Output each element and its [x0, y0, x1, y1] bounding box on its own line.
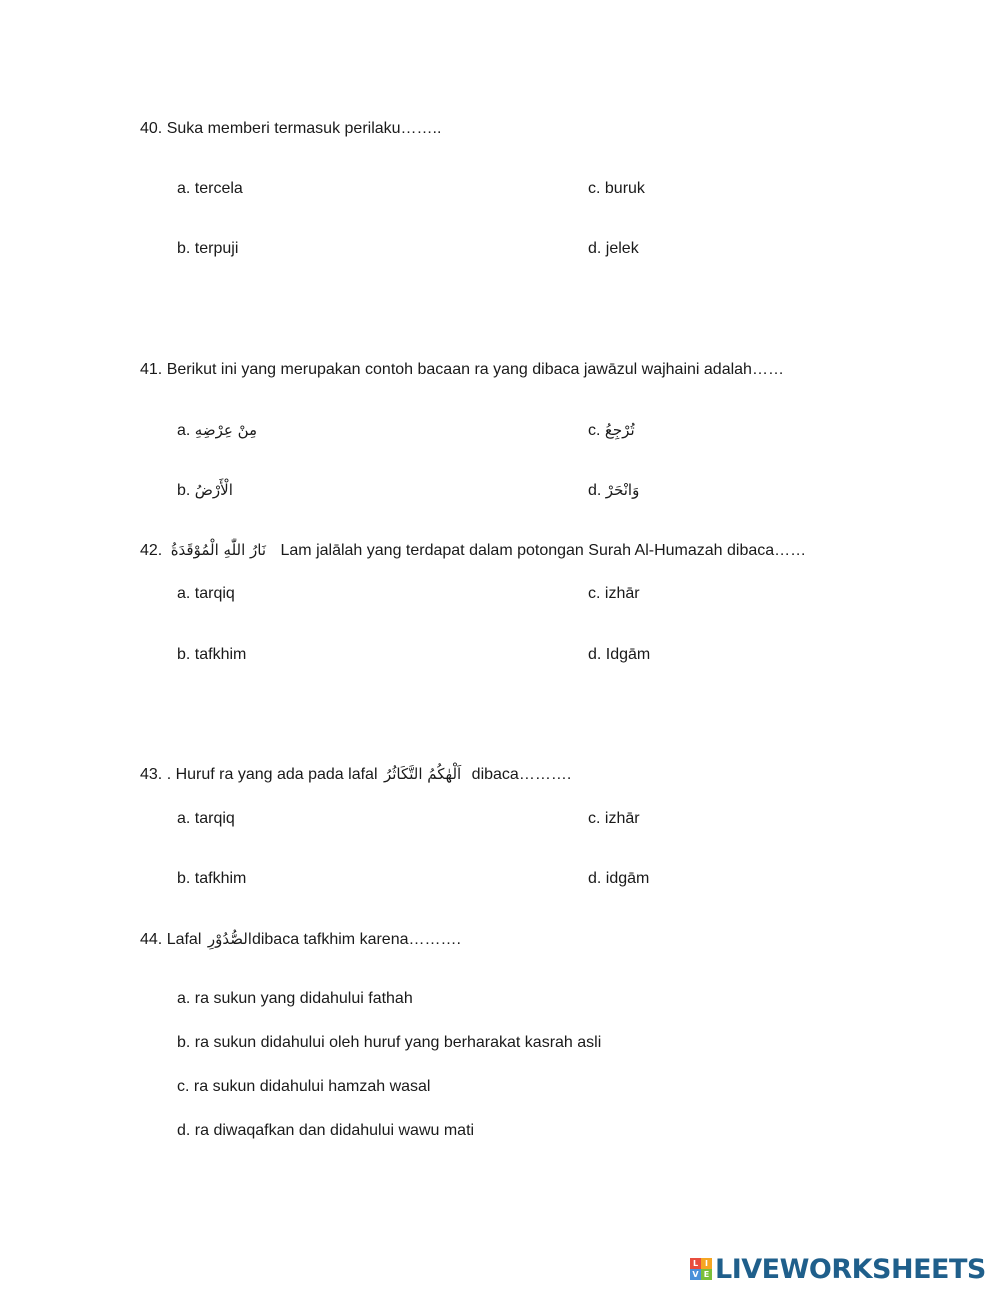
question-44-option-a[interactable]: a. ra sukun yang didahului fathah	[177, 990, 413, 1007]
question-44-option-c[interactable]: c. ra sukun didahului hamzah wasal	[177, 1078, 431, 1095]
question-text-suffix: dibaca tafkhim karena……….	[251, 931, 461, 948]
arabic-text: نَارُ اللّٰهِ الْمُوْقَدَةُ	[170, 541, 267, 559]
logo-letter-i: I	[701, 1258, 712, 1269]
question-text-prefix: 44. Lafal	[140, 931, 202, 948]
question-43-stem	[140, 763, 571, 786]
question-41-stem: 41. Berikut ini yang merupakan contoh bacaan ra yang dibaca jawāzul wajhaini adalah……	[140, 361, 784, 378]
question-44-stem	[140, 928, 461, 951]
arabic-text: اَلْهٰكُمُ التَّكَاثُرُ	[383, 765, 462, 783]
question-42-stem	[140, 539, 806, 562]
question-40-option-c[interactable]: c. buruk	[588, 180, 645, 197]
question-41-option-d[interactable]	[588, 479, 639, 502]
question-text-suffix: dibaca……….	[471, 766, 572, 783]
question-41-option-b[interactable]	[177, 479, 233, 502]
option-label: a.	[177, 422, 191, 439]
question-43-option-b[interactable]: b. tafkhim	[177, 870, 247, 887]
option-label: c.	[588, 422, 601, 439]
arabic-text: تُرْجِعُ	[604, 421, 635, 439]
question-42-option-c[interactable]: c. izhār	[588, 585, 640, 602]
question-43-option-a[interactable]: a. tarqiq	[177, 810, 235, 827]
question-42-option-b[interactable]: b. tafkhim	[177, 646, 247, 663]
arabic-text: مِنْ عِرْضِهِ	[194, 421, 258, 439]
question-41-option-a[interactable]	[177, 419, 257, 442]
question-text: Lam jalālah yang terdapat dalam potongan Surah Al-Humazah dibaca……	[280, 542, 807, 559]
logo-letter-e: E	[701, 1269, 712, 1280]
logo-letter-l: L	[690, 1258, 701, 1269]
question-42-option-a[interactable]: a. tarqiq	[177, 585, 235, 602]
question-40-stem: 40. Suka memberi termasuk perilaku……..	[140, 120, 442, 137]
question-43-option-c[interactable]: c. izhār	[588, 810, 640, 827]
arabic-text: الْأَرْضُ	[194, 481, 233, 499]
arabic-text: الصُّدُوْرِ	[207, 930, 252, 948]
liveworksheets-logo	[690, 1252, 986, 1286]
question-40-option-d[interactable]: d. jelek	[588, 240, 639, 257]
question-43-option-d[interactable]: d. idgām	[588, 870, 650, 887]
liveworksheets-wordmark: LIVEWORKSHEETS	[715, 1253, 986, 1285]
question-40-option-b[interactable]: b. terpuji	[177, 240, 239, 257]
option-label: d.	[588, 482, 602, 499]
question-41-option-c[interactable]	[588, 419, 635, 442]
question-44-option-b[interactable]: b. ra sukun didahului oleh huruf yang berharakat kasrah asli	[177, 1034, 602, 1051]
question-44-option-d[interactable]: d. ra diwaqafkan dan didahului wawu mati	[177, 1122, 475, 1139]
question-number: 42.	[140, 542, 163, 559]
option-label: b.	[177, 482, 191, 499]
liveworksheets-icon	[690, 1258, 712, 1280]
question-text-prefix: 43. . Huruf ra yang ada pada lafal	[140, 766, 378, 783]
arabic-text: وَانْحَرْ	[605, 481, 640, 499]
logo-letter-v: V	[690, 1269, 701, 1280]
question-40-option-a[interactable]: a. tercela	[177, 180, 243, 197]
question-42-option-d[interactable]: d. Idgām	[588, 646, 651, 663]
